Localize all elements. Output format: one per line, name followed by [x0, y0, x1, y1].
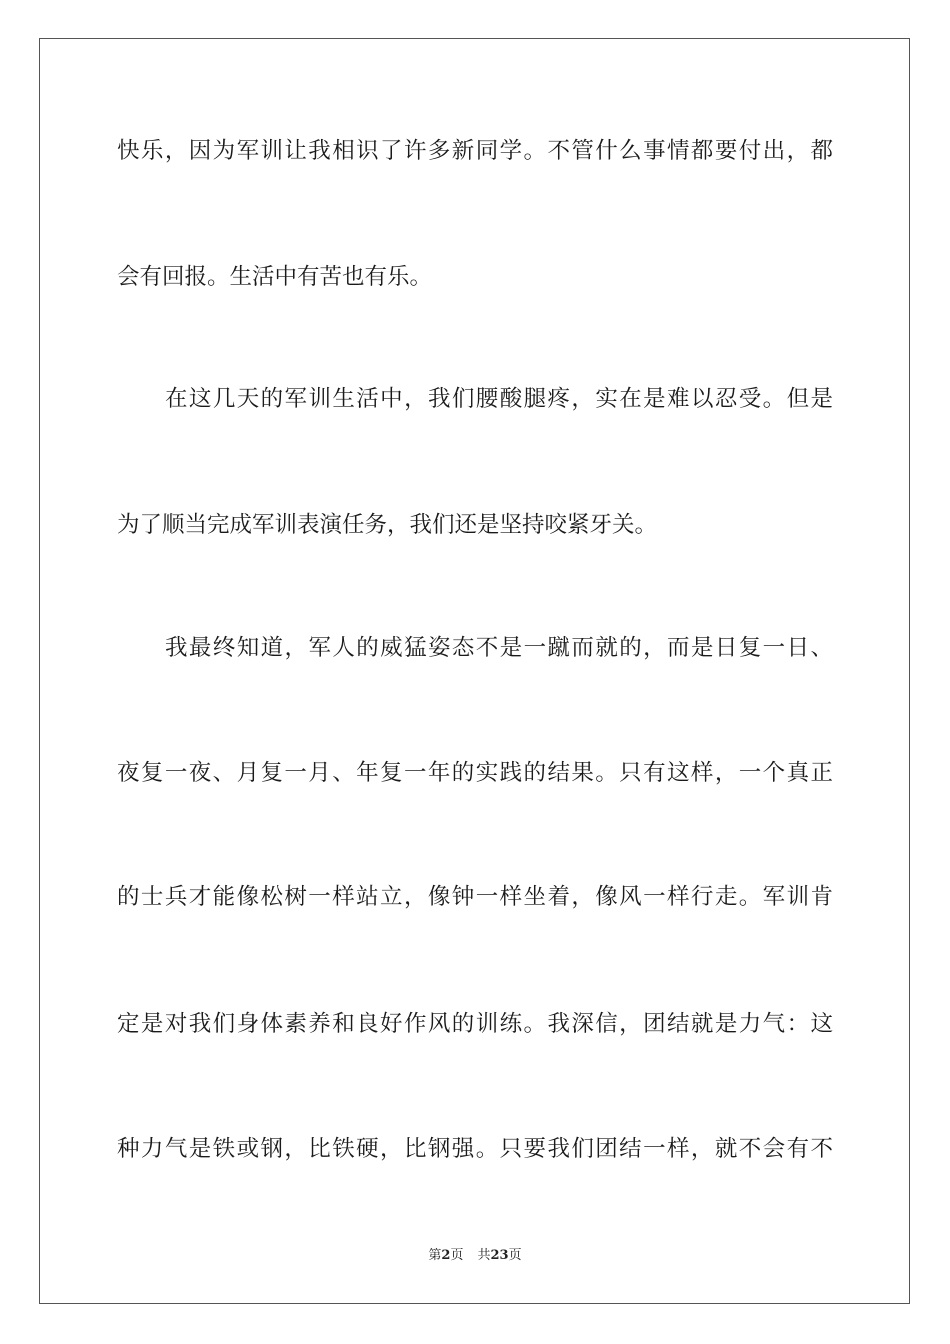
- text-line: 定是对我们身体素养和良好作风的训练。我深信，团结就是力气：这: [117, 1011, 833, 1037]
- text-line: 夜复一夜、月复一月、年复一年的实践的结果。只有这样，一个真正: [117, 760, 833, 786]
- text-line: 会有回报。生活中有苦也有乐。: [117, 264, 433, 290]
- text-line: 快乐，因为军训让我相识了许多新同学。不管什么事情都要付出，都: [117, 138, 833, 164]
- page-prefix: 第: [428, 1248, 442, 1263]
- total-prefix: 共: [477, 1248, 491, 1263]
- text-line: 的士兵才能像松树一样站立，像钟一样坐着，像风一样行走。军训肯: [117, 884, 833, 910]
- page-suffix: 页: [450, 1248, 464, 1263]
- page-number: 2: [441, 1248, 451, 1263]
- paragraph-start-line: 我最终知道，军人的威猛姿态不是一蹴而就的，而是日复一日、: [165, 635, 833, 661]
- text-line: 种力气是铁或钢，比铁硬，比钢强。只要我们团结一样，就不会有不: [117, 1136, 833, 1162]
- page-footer: [0, 1247, 950, 1265]
- text-line: 为了顺当完成军训表演任务，我们还是坚持咬紧牙关。: [117, 512, 658, 538]
- page-border: [39, 38, 910, 1304]
- total-pages: 23: [490, 1248, 509, 1263]
- paragraph-start-line: 在这几天的军训生活中，我们腰酸腿疼，实在是难以忍受。但是: [165, 386, 833, 412]
- total-suffix: 页: [508, 1248, 522, 1263]
